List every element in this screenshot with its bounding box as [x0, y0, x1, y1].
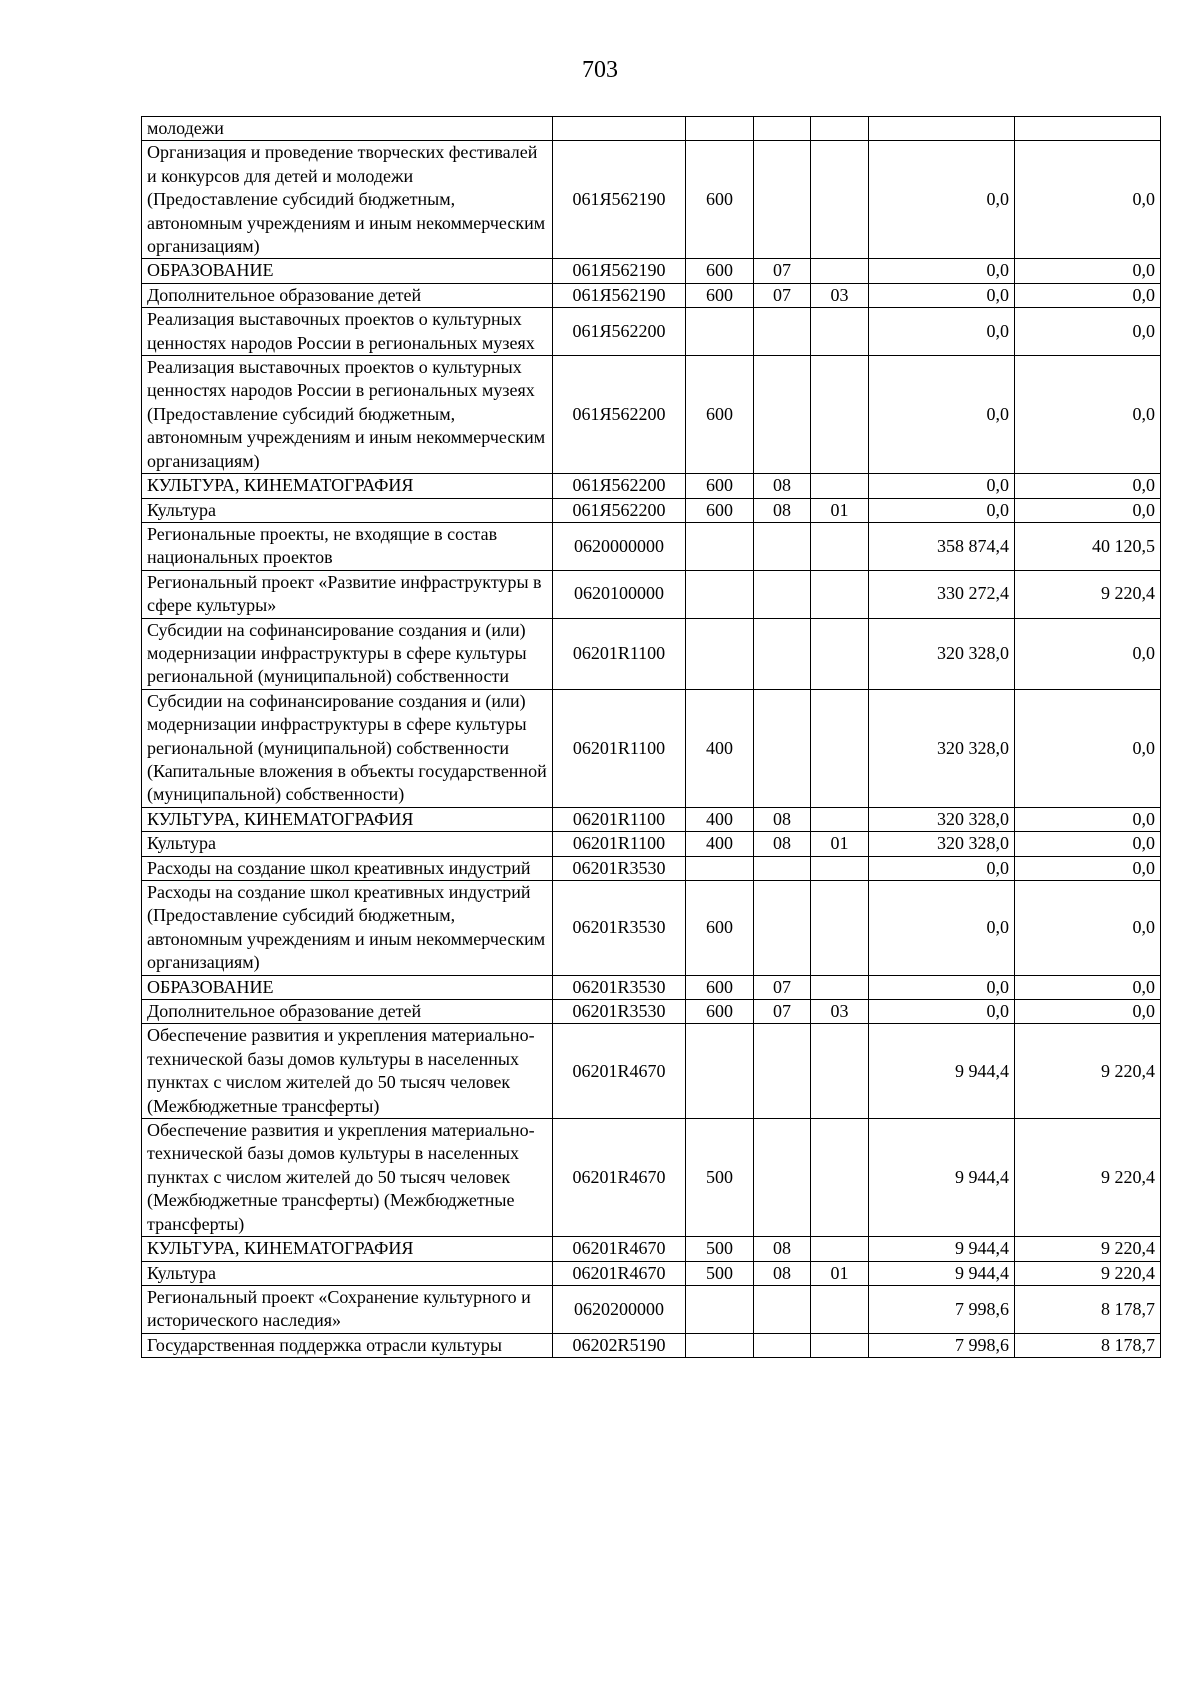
amount-year-2: 0,0 — [1015, 1000, 1161, 1024]
target-code: 061Я562200 — [553, 356, 686, 474]
amount-year-1: 0,0 — [869, 856, 1015, 880]
section — [754, 856, 811, 880]
subsection — [811, 259, 869, 283]
table-row — [142, 141, 1161, 259]
section: 07 — [754, 283, 811, 307]
row-name: Культура — [142, 498, 553, 522]
table-row — [142, 308, 1161, 356]
target-code: 0620100000 — [553, 570, 686, 618]
expense-type — [686, 1285, 754, 1333]
amount-year-1: 0,0 — [869, 474, 1015, 498]
row-name: Региональный проект «Сохранение культурного и исторического наследия» — [142, 1285, 553, 1333]
amount-year-1: 330 272,4 — [869, 570, 1015, 618]
subsection — [811, 856, 869, 880]
section — [754, 881, 811, 976]
section: 08 — [754, 498, 811, 522]
target-code: 06202R5190 — [553, 1333, 686, 1357]
subsection — [811, 1119, 869, 1237]
amount-year-1: 0,0 — [869, 283, 1015, 307]
subsection — [811, 1285, 869, 1333]
expense-type: 600 — [686, 283, 754, 307]
target-code: 06201R4670 — [553, 1024, 686, 1119]
row-name: Субсидии на софинансирование создания и (или) модернизации инфраструктуры в сфере культуры региональной (муниципальной) собственности (Капитальные вложения в объекты государственной (муниципальной) собственности) — [142, 689, 553, 807]
row-name: Культура — [142, 832, 553, 856]
section: 08 — [754, 1237, 811, 1261]
section — [754, 1024, 811, 1119]
amount-year-2: 0,0 — [1015, 807, 1161, 831]
amount-year-1: 320 328,0 — [869, 807, 1015, 831]
section — [754, 356, 811, 474]
amount-year-1: 0,0 — [869, 259, 1015, 283]
amount-year-2 — [1015, 117, 1161, 141]
section — [754, 141, 811, 259]
section — [754, 308, 811, 356]
expense-type: 400 — [686, 832, 754, 856]
amount-year-2: 8 178,7 — [1015, 1333, 1161, 1357]
amount-year-1: 0,0 — [869, 356, 1015, 474]
expense-type: 500 — [686, 1261, 754, 1285]
subsection — [811, 356, 869, 474]
row-name: Региональные проекты, не входящие в состав национальных проектов — [142, 522, 553, 570]
section: 08 — [754, 474, 811, 498]
amount-year-1: 9 944,4 — [869, 1119, 1015, 1237]
expense-type: 600 — [686, 356, 754, 474]
target-code: 06201R4670 — [553, 1237, 686, 1261]
target-code: 06201R1100 — [553, 832, 686, 856]
subsection — [811, 141, 869, 259]
subsection — [811, 474, 869, 498]
subsection: 03 — [811, 283, 869, 307]
target-code: 06201R1100 — [553, 807, 686, 831]
row-name: Субсидии на софинансирование создания и (или) модернизации инфраструктуры в сфере культуры региональной (муниципальной) собственности — [142, 618, 553, 689]
amount-year-2: 9 220,4 — [1015, 1237, 1161, 1261]
target-code: 061Я562200 — [553, 308, 686, 356]
section — [754, 117, 811, 141]
table-row — [142, 856, 1161, 880]
row-name: Реализация выставочных проектов о культурных ценностях народов России в региональных музеях (Предоставление субсидий бюджетным, автономным учреждениям и иным некоммерческим организациям) — [142, 356, 553, 474]
table-row — [142, 474, 1161, 498]
section — [754, 618, 811, 689]
amount-year-2: 0,0 — [1015, 618, 1161, 689]
subsection: 01 — [811, 832, 869, 856]
expense-type: 400 — [686, 689, 754, 807]
expense-type: 600 — [686, 975, 754, 999]
amount-year-2: 9 220,4 — [1015, 1119, 1161, 1237]
target-code — [553, 117, 686, 141]
amount-year-1: 0,0 — [869, 498, 1015, 522]
table-row — [142, 832, 1161, 856]
row-name: КУЛЬТУРА, КИНЕМАТОГРАФИЯ — [142, 807, 553, 831]
table-row — [142, 689, 1161, 807]
target-code: 061Я562200 — [553, 474, 686, 498]
target-code: 0620200000 — [553, 1285, 686, 1333]
amount-year-2: 9 220,4 — [1015, 570, 1161, 618]
subsection: 01 — [811, 1261, 869, 1285]
amount-year-2: 0,0 — [1015, 283, 1161, 307]
target-code: 06201R3530 — [553, 881, 686, 976]
target-code: 061Я562200 — [553, 498, 686, 522]
row-name: Обеспечение развития и укрепления материально-технической базы домов культуры в населенных пунктах с числом жителей до 50 тысяч человек (Межбюджетные трансферты) — [142, 1024, 553, 1119]
subsection — [811, 1333, 869, 1357]
section — [754, 570, 811, 618]
amount-year-2: 40 120,5 — [1015, 522, 1161, 570]
table-row — [142, 1119, 1161, 1237]
amount-year-1: 320 328,0 — [869, 618, 1015, 689]
amount-year-1: 0,0 — [869, 141, 1015, 259]
amount-year-1: 0,0 — [869, 1000, 1015, 1024]
row-name: Региональный проект «Развитие инфраструктуры в сфере культуры» — [142, 570, 553, 618]
target-code: 06201R3530 — [553, 856, 686, 880]
expense-type: 600 — [686, 259, 754, 283]
target-code: 0620000000 — [553, 522, 686, 570]
subsection: 03 — [811, 1000, 869, 1024]
table-body — [142, 117, 1161, 1358]
section: 08 — [754, 1261, 811, 1285]
expense-type: 600 — [686, 1000, 754, 1024]
table-row — [142, 1024, 1161, 1119]
amount-year-1: 9 944,4 — [869, 1024, 1015, 1119]
expense-type: 600 — [686, 881, 754, 976]
expense-type: 600 — [686, 141, 754, 259]
section: 07 — [754, 259, 811, 283]
target-code: 061Я562190 — [553, 283, 686, 307]
amount-year-2: 0,0 — [1015, 881, 1161, 976]
expense-type — [686, 117, 754, 141]
amount-year-1: 9 944,4 — [869, 1261, 1015, 1285]
row-name: ОБРАЗОВАНИЕ — [142, 975, 553, 999]
row-name: Дополнительное образование детей — [142, 1000, 553, 1024]
section — [754, 689, 811, 807]
amount-year-1: 0,0 — [869, 975, 1015, 999]
amount-year-2: 0,0 — [1015, 832, 1161, 856]
amount-year-1: 0,0 — [869, 881, 1015, 976]
amount-year-1: 7 998,6 — [869, 1285, 1015, 1333]
section: 08 — [754, 832, 811, 856]
section — [754, 1333, 811, 1357]
amount-year-2: 9 220,4 — [1015, 1261, 1161, 1285]
amount-year-2: 0,0 — [1015, 474, 1161, 498]
expense-type: 500 — [686, 1237, 754, 1261]
subsection — [811, 1024, 869, 1119]
table-row — [142, 807, 1161, 831]
amount-year-2: 9 220,4 — [1015, 1024, 1161, 1119]
expense-type — [686, 618, 754, 689]
table-row — [142, 1000, 1161, 1024]
page-number: 703 — [582, 57, 618, 83]
amount-year-1: 9 944,4 — [869, 1237, 1015, 1261]
target-code: 06201R3530 — [553, 1000, 686, 1024]
table-row — [142, 117, 1161, 141]
amount-year-1: 7 998,6 — [869, 1333, 1015, 1357]
table-row — [142, 618, 1161, 689]
section: 07 — [754, 1000, 811, 1024]
amount-year-1: 320 328,0 — [869, 689, 1015, 807]
subsection — [811, 522, 869, 570]
subsection — [811, 1237, 869, 1261]
table-row — [142, 975, 1161, 999]
expense-type — [686, 570, 754, 618]
amount-year-1: 320 328,0 — [869, 832, 1015, 856]
amount-year-2: 0,0 — [1015, 356, 1161, 474]
amount-year-2: 8 178,7 — [1015, 1285, 1161, 1333]
amount-year-2: 0,0 — [1015, 308, 1161, 356]
expense-type: 500 — [686, 1119, 754, 1237]
table-row — [142, 1261, 1161, 1285]
expense-type: 600 — [686, 498, 754, 522]
row-name: Расходы на создание школ креативных индустрий (Предоставление субсидий бюджетным, автономным учреждениям и иным некоммерческим организациям) — [142, 881, 553, 976]
expense-type — [686, 1333, 754, 1357]
subsection — [811, 689, 869, 807]
table-row — [142, 498, 1161, 522]
expense-type — [686, 856, 754, 880]
amount-year-2: 0,0 — [1015, 498, 1161, 522]
amount-year-2: 0,0 — [1015, 975, 1161, 999]
amount-year-1 — [869, 117, 1015, 141]
row-name: ОБРАЗОВАНИЕ — [142, 259, 553, 283]
row-name: Дополнительное образование детей — [142, 283, 553, 307]
subsection — [811, 570, 869, 618]
target-code: 061Я562190 — [553, 259, 686, 283]
subsection — [811, 807, 869, 831]
table-row — [142, 356, 1161, 474]
target-code: 06201R3530 — [553, 975, 686, 999]
amount-year-1: 0,0 — [869, 308, 1015, 356]
amount-year-2: 0,0 — [1015, 856, 1161, 880]
subsection — [811, 117, 869, 141]
table-row — [142, 1237, 1161, 1261]
subsection — [811, 308, 869, 356]
section — [754, 1285, 811, 1333]
table-row — [142, 881, 1161, 976]
expense-type — [686, 522, 754, 570]
section: 07 — [754, 975, 811, 999]
row-name: Государственная поддержка отрасли культуры — [142, 1333, 553, 1357]
row-name: молодежи — [142, 117, 553, 141]
row-name: Реализация выставочных проектов о культурных ценностях народов России в региональных музеях — [142, 308, 553, 356]
amount-year-2: 0,0 — [1015, 259, 1161, 283]
row-name: КУЛЬТУРА, КИНЕМАТОГРАФИЯ — [142, 474, 553, 498]
row-name: Расходы на создание школ креативных индустрий — [142, 856, 553, 880]
table-row — [142, 283, 1161, 307]
table-row — [142, 570, 1161, 618]
subsection — [811, 975, 869, 999]
target-code: 061Я562190 — [553, 141, 686, 259]
subsection — [811, 881, 869, 976]
amount-year-1: 358 874,4 — [869, 522, 1015, 570]
table-row — [142, 259, 1161, 283]
subsection — [811, 618, 869, 689]
expense-type: 600 — [686, 474, 754, 498]
target-code: 06201R1100 — [553, 618, 686, 689]
target-code: 06201R4670 — [553, 1119, 686, 1237]
target-code: 06201R1100 — [553, 689, 686, 807]
table-row — [142, 1333, 1161, 1357]
budget-table — [141, 116, 1161, 1358]
section: 08 — [754, 807, 811, 831]
table-row — [142, 522, 1161, 570]
expense-type — [686, 308, 754, 356]
table-row — [142, 1285, 1161, 1333]
section — [754, 1119, 811, 1237]
row-name: Обеспечение развития и укрепления материально-технической базы домов культуры в населенных пунктах с числом жителей до 50 тысяч человек (Межбюджетные трансферты) (Межбюджетные трансферты) — [142, 1119, 553, 1237]
row-name: КУЛЬТУРА, КИНЕМАТОГРАФИЯ — [142, 1237, 553, 1261]
row-name: Культура — [142, 1261, 553, 1285]
expense-type: 400 — [686, 807, 754, 831]
amount-year-2: 0,0 — [1015, 689, 1161, 807]
row-name: Организация и проведение творческих фестивалей и конкурсов для детей и молодежи (Предоставление субсидий бюджетным, автономным учреждениям и иным некоммерческим организациям) — [142, 141, 553, 259]
amount-year-2: 0,0 — [1015, 141, 1161, 259]
expense-type — [686, 1024, 754, 1119]
target-code: 06201R4670 — [553, 1261, 686, 1285]
section — [754, 522, 811, 570]
subsection: 01 — [811, 498, 869, 522]
